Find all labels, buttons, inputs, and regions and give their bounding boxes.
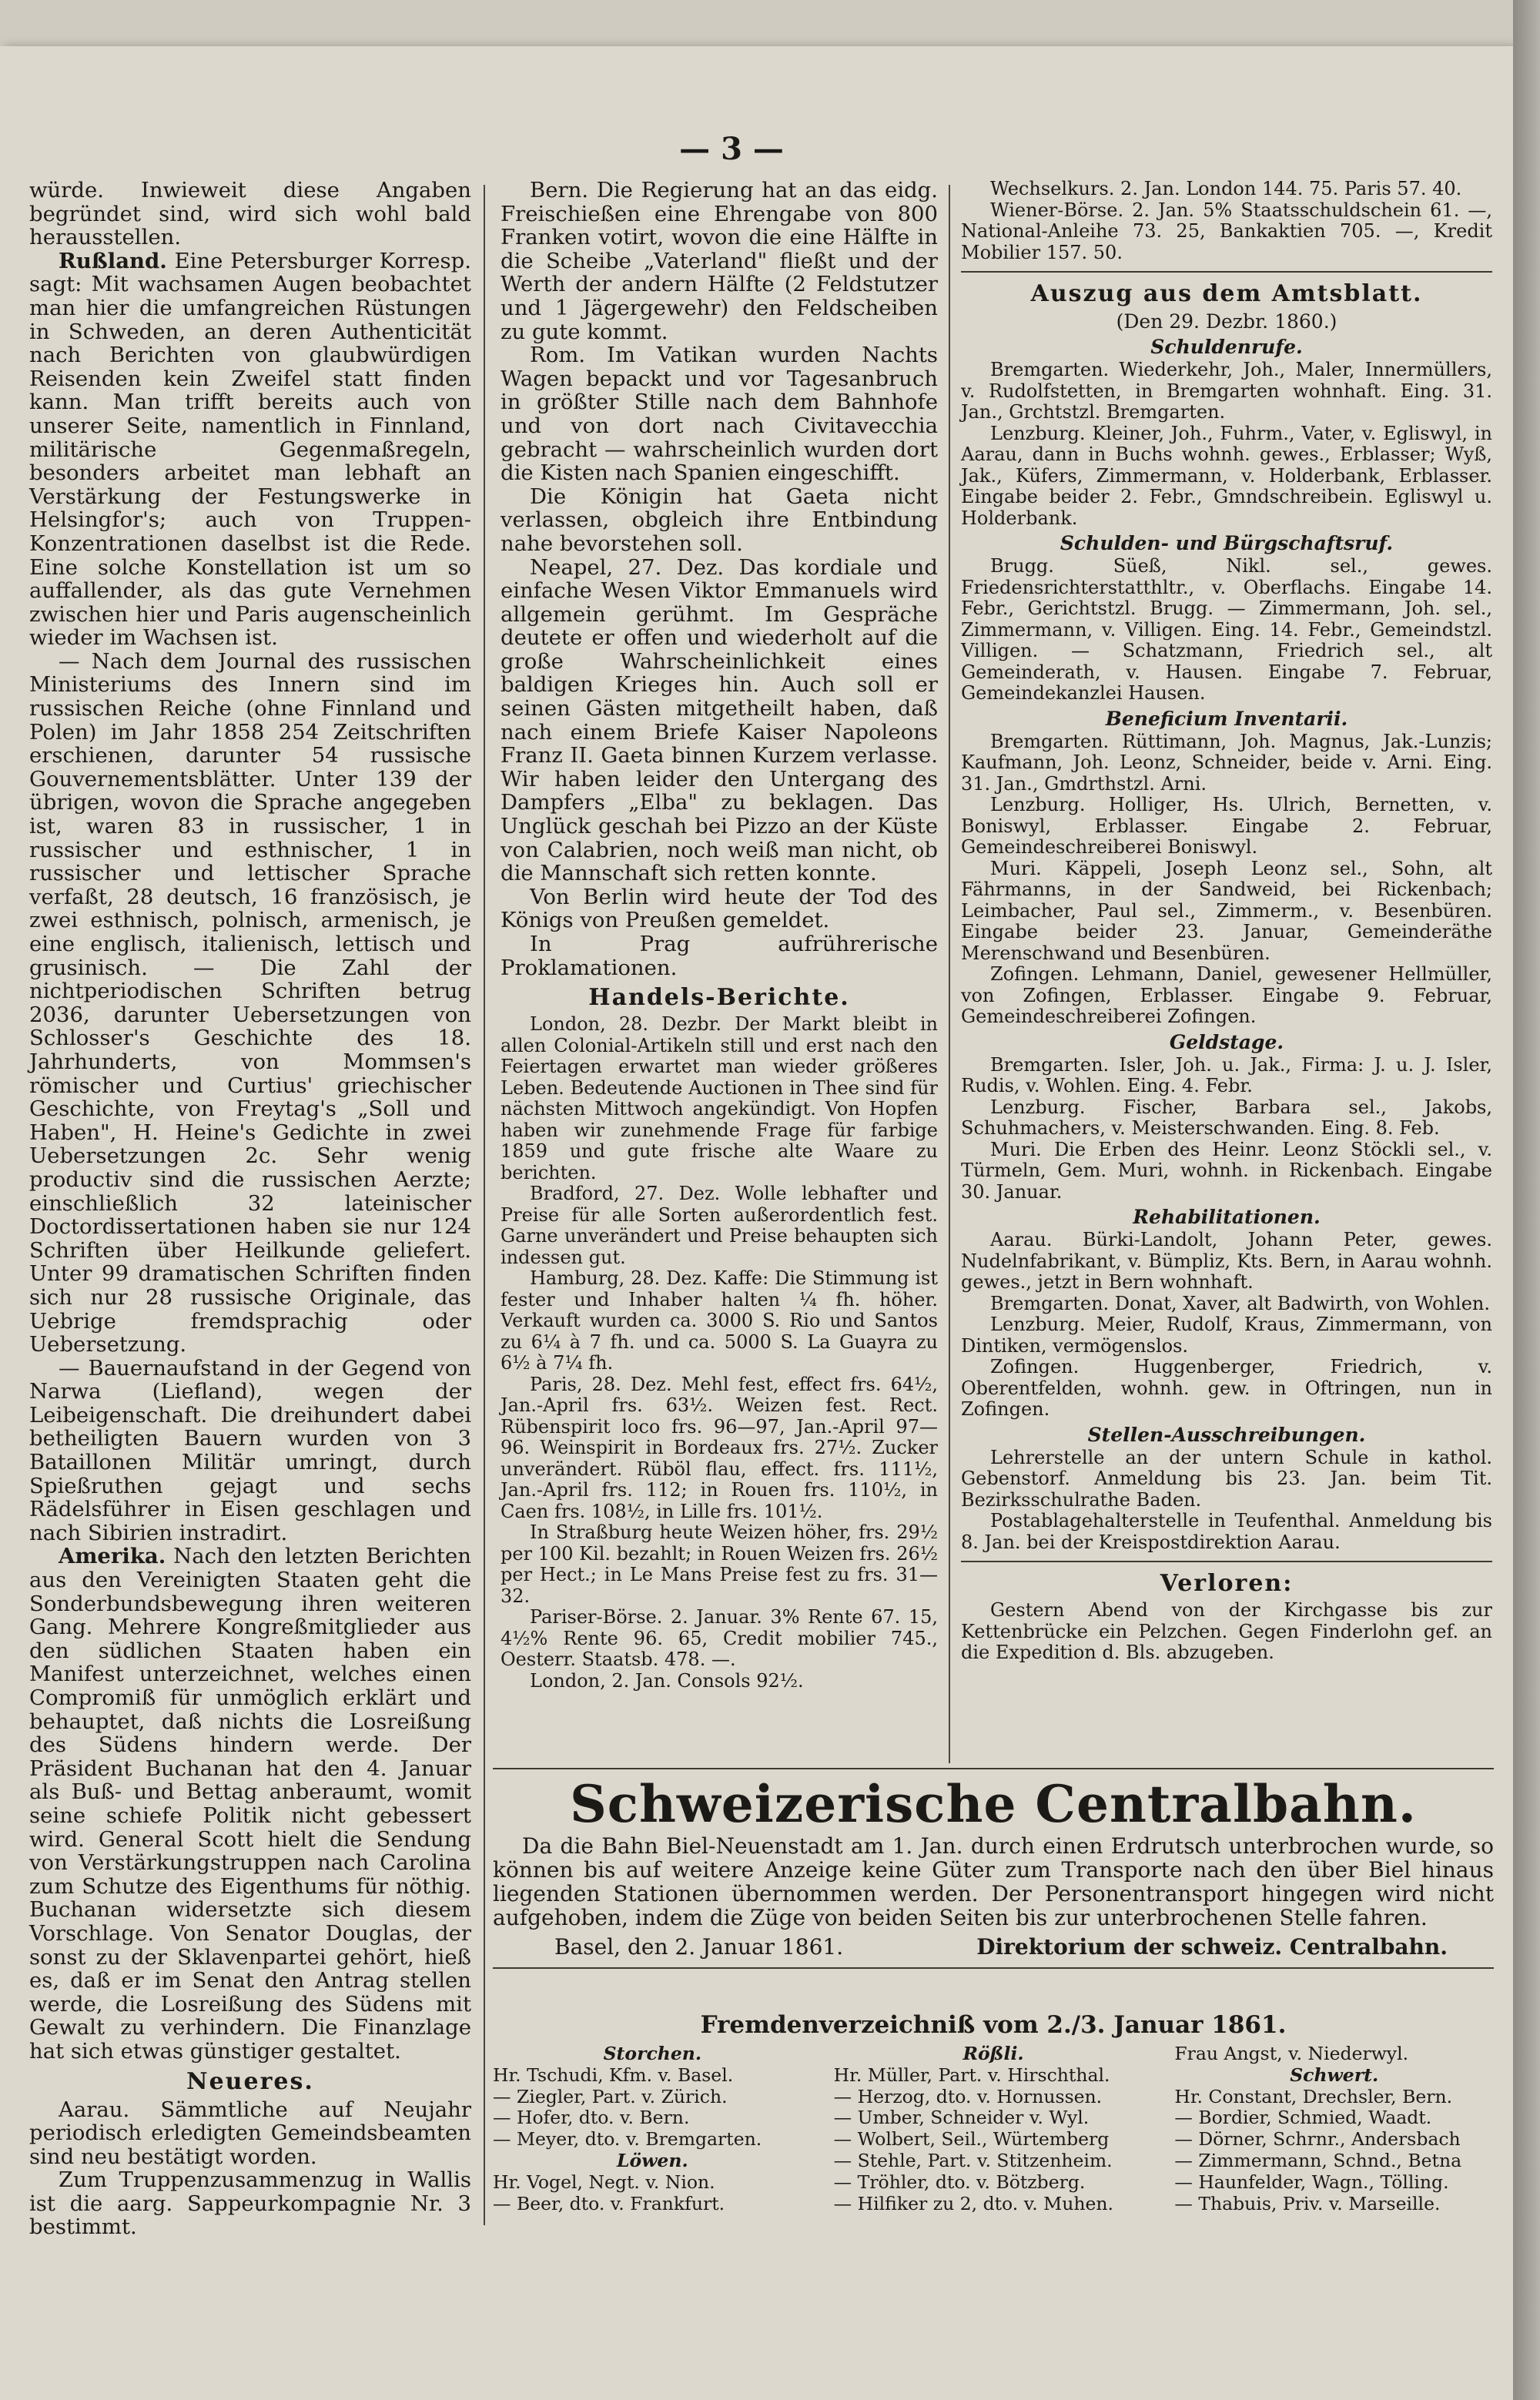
column-rule-1 [484,185,485,2225]
centralbahn-signature: Direktorium der schweiz. Centralbahn. [976,1934,1448,1960]
col1-paragraphs [29,179,471,2064]
col2-paragraphs [500,179,938,979]
market-report: Pariser-Börse. 2. Januar. 3% Rente 67. 15, 4½% Rente 96. 65, Credit mobilier 745., Oesterr. Staatsb. 478. —. [500,1606,938,1671]
notice-entry: Lenzburg. Meier, Rudolf, Kraus, Zimmermann, von Dintiken, vermögenslos. [961,1314,1492,1357]
guest-entry: — Meyer, dto. v. Bremgarten. [493,2129,762,2151]
guest-entry: — Bordier, Schmied, Waadt. [1174,2107,1432,2129]
guest-entry: — Herzog, dto. v. Hornussen. [833,2086,1103,2107]
centralbahn-title: Schweizerische Centralbahn. [570,1774,1417,1834]
guest-entry: — Stehle, Part. v. Stitzenheim. [833,2150,1113,2171]
guest-entry: — Ziegler, Part. v. Zürich. [493,2086,728,2107]
guest-entry: — Tröhler, dto. v. Bötzberg. [833,2171,1086,2193]
guest-entry: — Zimmermann, Schnd., Betna [1174,2150,1462,2171]
notice-entry: Bremgarten. Rüttimann, Joh. Magnus, Jak.-Lunzis; Kaufmann, Joh. Leonz, Schneider, beide v. Arni. Eing. 31. Jan., Gmdrthstzl. Arni. [961,730,1492,795]
market-report: London, 2. Jan. Consols 92½. [530,1669,804,1692]
neueres-heading: Neueres. [186,2067,314,2095]
guest-entry: — Haunfelder, Wagn., Tölling. [1174,2171,1449,2193]
notice-entry: Lenzburg. Kleiner, Joh., Fuhrm., Vater, v. Egliswyl, in Aarau, dann in Buchs wohnh. gewes., Erblasser; Wyß, Jak., Küfers, Zimmermann, v. Holderbank, Erblasser. Eingabe beider 2. Febr., Gmndschreibein. Egliswyl u. Holderbank. [961,422,1492,529]
article-paragraph: — Bauernaufstand in der Gegend von Narwa (Liefland), wegen der Leibeigenschaft. Die dreihundert dabei betheiligten Bauern wurden von 3 Bataillonen Militär umringt, durch Spießruthen gejagt und sechs Rädelsführer in Eisen geschlagen und nach Sibirien instradirt. [29,1355,471,1545]
article-paragraph: Neapel, 27. Dez. Das kordiale und einfache Wesen Viktor Emmanuels wird allgemein gerühmt. Im Gespräche deutete er offen und wiederholt auf die große Wahrscheinlichkeit eines baldigen Krieges hin. Auch soll er seinen Gästen mitgetheilt haben, daß nach einem Briefe Kaiser Napoleons Franz II. Gaeta binnen Kurzem verlasse. Wir haben leider den Untergang des Dampfers „Elba" zu beklagen. Das Unglück geschah bei Pizzo an der Küste von Calabrien, noch weiß man nicht, ob die Mannschaft sich retten konnte. [500,554,938,886]
article-paragraph: — Nach dem Journal des russischen Ministeriums des Innern sind im russischen Reiche (ohne Finnland und Polen) im Jahr 1858 254 Zeitschriften erschienen, darunter 54 russische Gouvernementsblätter. Unter 139 der übrigen, wovon die Sprache angegeben ist, waren 83 in russischer, 1 in russischer und esthnischer, 1 in russischer und lettischer Sprache verfaßt, 28 deutsch, 16 französisch, je zwei esthnisch, polnisch, armenisch, je eine englisch, italienisch, lettisch und grusinisch. — Die Zahl der nichtperiodischen Schriften betrug 2036, darunter Uebersetzungen von Schlosser's Geschichte des 18. Jahrhunderts, von Mommsen's römischer und Curtius' griechischer Geschichte, von Freytag's „Soll und Haben", H. Heine's Gedichte in zwei Uebersetzungen 2c. Sehr wenig productiv sind die russischen Aerzte; einschließlich 32 lateinischer Doctordissertationen haben sie nur 124 Schriften über Heilkunde geliefert. Unter 99 dramatischen Schriften finden sich nur 28 russische Originale, das Uebrige fremdsprachig oder Uebersetzung. [29,648,471,1357]
section-heading: Beneficium Inventarii. [1105,707,1348,730]
page-edge [1513,0,1540,2400]
exchange-paragraph: Wiener-Börse. 2. Jan. 5% Staatsschuldschein 61. —, National-Anleihe 73. 25, Bankaktien 705. —, Kredit Mobilier 157. 50. [961,199,1492,263]
notice-entry: Lenzburg. Holliger, Hs. Ulrich, Bernetten, v. Boniswyl, Erblasser. Eingabe 2. Februar, Gemeindeschreiberei Boniswyl. [961,794,1492,858]
amtsblatt-date: (Den 29. Dezbr. 1860.) [1116,310,1337,333]
column-2 [500,179,938,1692]
guest-entry: — Dörner, Schrnr., Andersbach [1174,2129,1461,2151]
guest-column [1174,2044,1494,2214]
neueres-paragraphs [29,2098,471,2240]
amtsblatt-sections [961,336,1492,1553]
guest-column [493,2044,812,2214]
hotel-heading: Löwen. [617,2150,688,2171]
notice-entry: Bremgarten. Donat, Xaver, alt Badwirth, von Wohlen. [990,1292,1491,1314]
notice-entry: Aarau. Bürki-Landolt, Johann Peter, gewes. Nudelnfabrikant, v. Bümpliz, Kts. Bern, in Aarau wohnh. gewes., jetzt in Bern wohnhaft. [961,1229,1492,1293]
centralbahn-text: Da die Bahn Biel-Neuenstadt am 1. Jan. durch einen Erdrutsch unterbrochen wurde, so können bis auf weitere Anzeige keine Güter zum Transporte nach den über Biel hinaus liegenden Stationen übernommen werden. Der Personentransport hingegen wird nicht aufgehoben, indem die Züge von beiden Seiten bis zur unterbrochenen Stelle fahren. [493,1833,1494,1930]
guest-entry: Hr. Constant, Drechsler, Bern. [1174,2086,1453,2107]
guest-entry: Hr. Vogel, Negt. v. Nion. [493,2171,715,2193]
notice-entry: Bremgarten. Isler, Joh. u. Jak., Firma: J. u. J. Isler, Rudis, v. Wohlen. Eing. 4. Febr. [961,1053,1492,1096]
market-report: In Straßburg heute Weizen höher, frs. 29½ per 100 Kil. bezahlt; in Rouen Weizen frs. 26½ per Hect.; in Le Mans Preise fest zu frs. 31—32. [500,1521,938,1607]
fremdenverzeichnis [493,2011,1494,2214]
section-heading: Rehabilitationen. [1133,1206,1321,1228]
handels-heading: Handels-Berichte. [588,984,850,1012]
guest-entry: Hr. Tschudi, Kfm. v. Basel. [493,2064,734,2086]
hotel-heading: Schwert. [1290,2064,1379,2086]
column-3 [961,179,1492,1664]
market-report: Paris, 28. Dez. Mehl fest, effect frs. 64½, Jan.-April frs. 63½. Weizen fest. Rect. Rübenspirit loco frs. 96—97, Jan.-April 97—96. Weinspirit in Bordeaux frs. 27½. Zucker unverändert. Rüböl flau, effect. frs. 111½, Jan.-April frs. 112; in Rouen frs. 110½, in Caen frs. 108½, in Lille frs. 101½. [500,1373,938,1522]
guest-entry: — Hofer, dto. v. Bern. [493,2107,690,2129]
notice-entry: Muri. Käppeli, Joseph Leonz sel., Sohn, alt Fährmanns, in der Sandweid, bei Rickenbach; Leimbacher, Paul sel., Zimmerm., v. Besenbüren. Eingabe beider 23. Januar, Gemeinderäthe Merenschwand und Besenbüren. [961,857,1492,964]
hotel-heading: Rößli. [962,2044,1024,2064]
divider [493,1768,1494,1769]
exchange-rates [961,179,1492,263]
article-paragraph: Rom. Im Vatikan wurden Nachts Wagen bepackt und vor Tagesanbruch in größter Stille nach dem Bahnhofe und von dort nach Civitavecchia gebracht — wahrscheinlich wurden dort die Kisten nach Spanien eingeschifft. [500,343,938,486]
section-heading: Schuldenrufe. [1150,336,1303,358]
article-paragraph: Amerika. Nach den letzten Berichten aus den Vereinigten Staaten geht die Sonderbundsbewegung ihren weiteren Gang. Mehrere Kongreßmitglieder aus den südlichen Staaten haben ein Manifest unterzeichnet, welches einen Compromiß für unmöglich erklärt und behauptet, daß nichts die Losreißung des Südens hindern werde. Der Präsident Buchanan hat den 4. Januar als Buß- und Bettag anberaumt, womit seine schiefe Politik nicht gebessert wird. General Scott hielt die Sendung von Verstärkungstruppen nach Carolina zum Schutze des Eigenthums für nöthig. Buchanan widersetzte sich diesem Vorschlage. Von Senator Douglas, der sonst zu der Sklavenpartei gehört, hieß es, daß er im Senat den Antrag stellen werde, die Losreißung des Südens mit Gewalt zu verhindern. Die Finanzlage hat sich etwas günstiger gestaltet. [29,1544,471,2064]
centralbahn-signature-row [493,1934,1494,1960]
fremden-title: Fremdenverzeichniß vom 2./3. Januar 1861. [700,2011,1287,2039]
market-report: Hamburg, 28. Dez. Kaffe: Die Stimmung ist fester und Inhaber halten ¼ fh. höher. Verkauft wurden ca. 3000 S. Rio und Santos zu 6¼ à 7 fh. und ca. 5000 S. La Guayra zu 6½ à 7¼ fh. [500,1267,938,1374]
paragraph-lead: Rußland. [59,248,167,273]
guest-entry: Hr. Müller, Part. v. Hirschthal. [833,2064,1110,2086]
guest-entry: — Thabuis, Priv. v. Marseille. [1174,2193,1441,2214]
article-paragraph: Bern. Die Regierung hat an das eidg. Freischießen eine Ehrengabe von 800 Franken votirt, wovon die eine Hälfte in die Scheibe „Vaterland" fließt und der Werth der andern Hälfte (2 Feldstutzer und 1 Jägergewehr) den Feldscheiben zu gute kommt. [500,178,938,344]
market-report: London, 28. Dezbr. Der Markt bleibt in allen Colonial-Artikeln still und erst nach den Feiertagen erwartet man wieder größeres Leben. Bedeutende Auctionen in Thee sind für nächsten Mittwoch angekündigt. Von Hopfen haben wir zunehmende Frage für farbige 1859 und gute frische alte Waare zu berichten. [500,1013,938,1183]
notice-entry: Zofingen. Huggenberger, Friedrich, v. Oberentfelden, wohnh. gew. in Oftringen, nun in Zofingen. [961,1356,1492,1420]
section-heading: Geldstage. [1169,1030,1284,1053]
fremden-columns [493,2044,1494,2214]
notice-entry: Brugg. Süeß, Nikl. sel., gewes. Friedensrichterstatthltr., v. Oberflachs. Eingabe 14. Febr., Gerichtstzl. Brugg. — Zimmermann, Joh. sel., Zimmermann, v. Villigen. Eing. 14. Febr., Gemeindstzl. Villigen. — Schatzmann, Friedrich sel., alt Gemeinderath, v. Hausen. Eingabe 7. Februar, Gemeindekanzlei Hausen. [961,555,1492,704]
page-number: — 3 — [679,131,784,167]
news-paragraph: Aarau. Sämmtliche auf Neujahr periodisch erledigten Gemeindsbeamten sind neu bestätigt worden. [29,2097,471,2169]
amtsblatt-heading: Auszug aus dem Amtsblatt. [1030,280,1423,307]
article-paragraph: Die Königin hat Gaeta nicht verlassen, obgleich ihre Entbindung nahe bevorstehen soll. [500,484,938,556]
notice-entry: Postablagehalterstelle in Teufenthal. Anmeldung bis 8. Jan. bei der Kreispostdirektion Aarau. [961,1510,1492,1553]
hotel-heading: Storchen. [603,2044,702,2064]
guest-entry: — Beer, dto. v. Frankfurt. [493,2193,725,2214]
guest-entry: — Umber, Schneider v. Wyl. [833,2107,1090,2129]
guest-entry: Frau Angst, v. Niederwyl. [1174,2044,1409,2064]
handels-paragraphs [500,1014,938,1692]
news-paragraph: Zum Truppenzusammenzug in Wallis ist die aarg. Sappeurkompagnie Nr. 3 bestimmt. [29,2167,471,2240]
section-heading: Schulden- und Bürgschaftsruf. [1060,532,1394,554]
centralbahn-notice [493,1768,1494,1977]
notice-entry: Lehrerstelle an der untern Schule in kathol. Gebenstorf. Anmeldung bis 23. Jan. beim Tit. Bezirksschulrathe Baden. [961,1446,1492,1511]
verloren-text: Gestern Abend von der Kirchgasse bis zur Kettenbrücke ein Pelzchen. Gegen Finderlohn gef. an die Expedition d. Bls. abzugeben. [961,1599,1492,1663]
notice-entry: Lenzburg. Fischer, Barbara sel., Jakobs, Schuhmachers, v. Meisterschwanden. Eing. 8. Feb. [961,1096,1492,1139]
market-report: Bradford, 27. Dez. Wolle lebhafter und Preise für alle Sorten außerordentlich fest. Garne unverändert und Preise behaupten sich indessen gut. [500,1183,938,1268]
article-paragraph: würde. Inwieweit diese Angaben begründet sind, wird sich wohl bald herausstellen. [29,178,471,250]
verloren-heading: Verloren: [1160,1570,1294,1597]
column-1 [29,179,471,2239]
article-paragraph: Von Berlin wird heute der Tod des Königs von Preußen gemeldet. [500,884,938,933]
article-paragraph: In Prag aufrührerische Proklamationen. [500,932,938,980]
divider [493,1967,1494,1969]
divider [961,1561,1492,1562]
section-heading: Stellen-Ausschreibungen. [1087,1423,1366,1446]
guest-column [834,2044,1153,2214]
article-paragraph: Rußland. Eine Petersburger Korresp. sagt: Mit wachsamen Augen beobachtet man hier die umfangreichen Rüstungen in Schweden, an deren Authenticität nach Berichten von glaubwürdigen Reisenden kein Zweifel statt finden kann. Man trifft bereits auch von unserer Seite, namentlich in Finnland, militärische Gegenmaßregeln, besonders arbeitet man lebhaft an Verstärkung der Festungswerke in Helsingfor's; auch von Truppen-Konzentrationen daselbst ist die Rede. Eine solche Konstellation ist um so auffallender, als das gute Vernehmen zwischen hier und Paris augenscheinlich wieder im Wachsen ist. [29,248,471,651]
notice-entry: Muri. Die Erben des Heinr. Leonz Stöckli sel., v. Türmeln, Gem. Muri, wohnh. in Rickenbach. Eingabe 30. Januar. [961,1138,1492,1203]
column-rule-2 [949,185,950,1763]
notice-entry: Bremgarten. Wiederkehr, Joh., Maler, Innermüllers, v. Rudolfstetten, in Bremgarten wohnhaft. Eing. 31. Jan., Grchtstzl. Bremgarten. [961,359,1492,423]
guest-entry: — Hilfiker zu 2, dto. v. Muhen. [833,2193,1114,2214]
centralbahn-place-date: Basel, den 2. Januar 1861. [554,1934,844,1960]
notice-entry: Zofingen. Lehmann, Daniel, gewesener Hellmüller, von Zofingen, Erblasser. Eingabe 9. Februar, Gemeindeschreiberei Zofingen. [961,963,1492,1027]
divider [961,271,1492,273]
exchange-paragraph: Wechselkurs. 2. Jan. London 144. 75. Paris 57. 40. [990,178,1462,199]
paragraph-lead: Amerika. [59,1544,166,1569]
guest-entry: — Wolbert, Seil., Würtemberg [833,2129,1110,2151]
